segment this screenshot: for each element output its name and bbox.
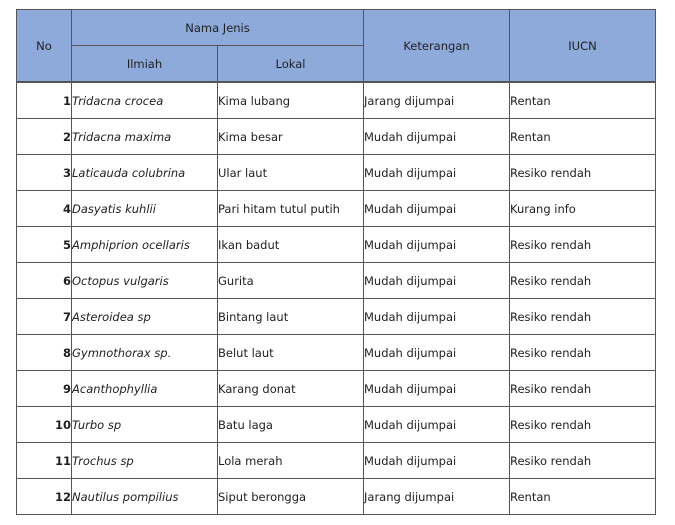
- cell-ilmiah: Gymnothorax sp.: [72, 335, 218, 371]
- cell-no: 1: [17, 82, 72, 119]
- cell-keterangan: Mudah dijumpai: [364, 371, 510, 407]
- cell-keterangan: Jarang dijumpai: [364, 82, 510, 119]
- header-iucn: IUCN: [510, 10, 656, 83]
- header-keterangan: Keterangan: [364, 10, 510, 83]
- table-row: [17, 371, 656, 407]
- cell-iucn: Resiko rendah: [510, 407, 656, 443]
- cell-keterangan: Mudah dijumpai: [364, 155, 510, 191]
- table-header: [17, 10, 656, 83]
- table-row: [17, 299, 656, 335]
- cell-no: 2: [17, 119, 72, 155]
- table-row: [17, 227, 656, 263]
- cell-no: 9: [17, 371, 72, 407]
- cell-iucn: Resiko rendah: [510, 299, 656, 335]
- table-row: [17, 263, 656, 299]
- table-row: [17, 479, 656, 515]
- cell-lokal: Bintang laut: [218, 299, 364, 335]
- cell-no: 3: [17, 155, 72, 191]
- cell-keterangan: Mudah dijumpai: [364, 119, 510, 155]
- cell-lokal: Batu laga: [218, 407, 364, 443]
- cell-iucn: Resiko rendah: [510, 371, 656, 407]
- cell-ilmiah: Laticauda colubrina: [72, 155, 218, 191]
- cell-lokal: Pari hitam tutul putih: [218, 191, 364, 227]
- header-no: No: [17, 10, 72, 83]
- table-row: [17, 443, 656, 479]
- cell-keterangan: Mudah dijumpai: [364, 227, 510, 263]
- species-table: [16, 9, 656, 515]
- cell-no: 4: [17, 191, 72, 227]
- cell-keterangan: Mudah dijumpai: [364, 299, 510, 335]
- cell-keterangan: Mudah dijumpai: [364, 335, 510, 371]
- cell-no: 6: [17, 263, 72, 299]
- cell-no: 5: [17, 227, 72, 263]
- cell-lokal: Lola merah: [218, 443, 364, 479]
- cell-lokal: Ikan badut: [218, 227, 364, 263]
- cell-ilmiah: Tridacna crocea: [72, 82, 218, 119]
- cell-ilmiah: Turbo sp: [72, 407, 218, 443]
- header-lokal: Lokal: [218, 46, 364, 83]
- cell-keterangan: Mudah dijumpai: [364, 443, 510, 479]
- cell-iucn: Resiko rendah: [510, 263, 656, 299]
- cell-ilmiah: Amphiprion ocellaris: [72, 227, 218, 263]
- cell-no: 8: [17, 335, 72, 371]
- cell-no: 11: [17, 443, 72, 479]
- cell-iucn: Resiko rendah: [510, 443, 656, 479]
- cell-iucn: Resiko rendah: [510, 155, 656, 191]
- cell-no: 12: [17, 479, 72, 515]
- cell-keterangan: Mudah dijumpai: [364, 407, 510, 443]
- header-ilmiah: Ilmiah: [72, 46, 218, 83]
- table-row: [17, 191, 656, 227]
- cell-lokal: Kima besar: [218, 119, 364, 155]
- cell-iucn: Resiko rendah: [510, 335, 656, 371]
- cell-lokal: Kima lubang: [218, 82, 364, 119]
- cell-keterangan: Mudah dijumpai: [364, 263, 510, 299]
- cell-iucn: Resiko rendah: [510, 227, 656, 263]
- cell-ilmiah: Nautilus pompilius: [72, 479, 218, 515]
- table-row: [17, 335, 656, 371]
- cell-ilmiah: Tridacna maxima: [72, 119, 218, 155]
- table-row: [17, 82, 656, 119]
- cell-iucn: Rentan: [510, 82, 656, 119]
- table-row: [17, 155, 656, 191]
- cell-iucn: Rentan: [510, 119, 656, 155]
- cell-keterangan: Jarang dijumpai: [364, 479, 510, 515]
- table-row: [17, 407, 656, 443]
- cell-lokal: Karang donat: [218, 371, 364, 407]
- cell-iucn: Kurang info: [510, 191, 656, 227]
- table-row: [17, 119, 656, 155]
- table-body: [17, 82, 656, 515]
- cell-lokal: Siput berongga: [218, 479, 364, 515]
- cell-ilmiah: Trochus sp: [72, 443, 218, 479]
- cell-ilmiah: Octopus vulgaris: [72, 263, 218, 299]
- cell-keterangan: Mudah dijumpai: [364, 191, 510, 227]
- cell-ilmiah: Dasyatis kuhlii: [72, 191, 218, 227]
- cell-ilmiah: Asteroidea sp: [72, 299, 218, 335]
- cell-ilmiah: Acanthophyllia: [72, 371, 218, 407]
- cell-no: 10: [17, 407, 72, 443]
- header-nama-jenis: Nama Jenis: [72, 10, 364, 46]
- cell-lokal: Belut laut: [218, 335, 364, 371]
- cell-lokal: Gurita: [218, 263, 364, 299]
- cell-iucn: Rentan: [510, 479, 656, 515]
- cell-no: 7: [17, 299, 72, 335]
- cell-lokal: Ular laut: [218, 155, 364, 191]
